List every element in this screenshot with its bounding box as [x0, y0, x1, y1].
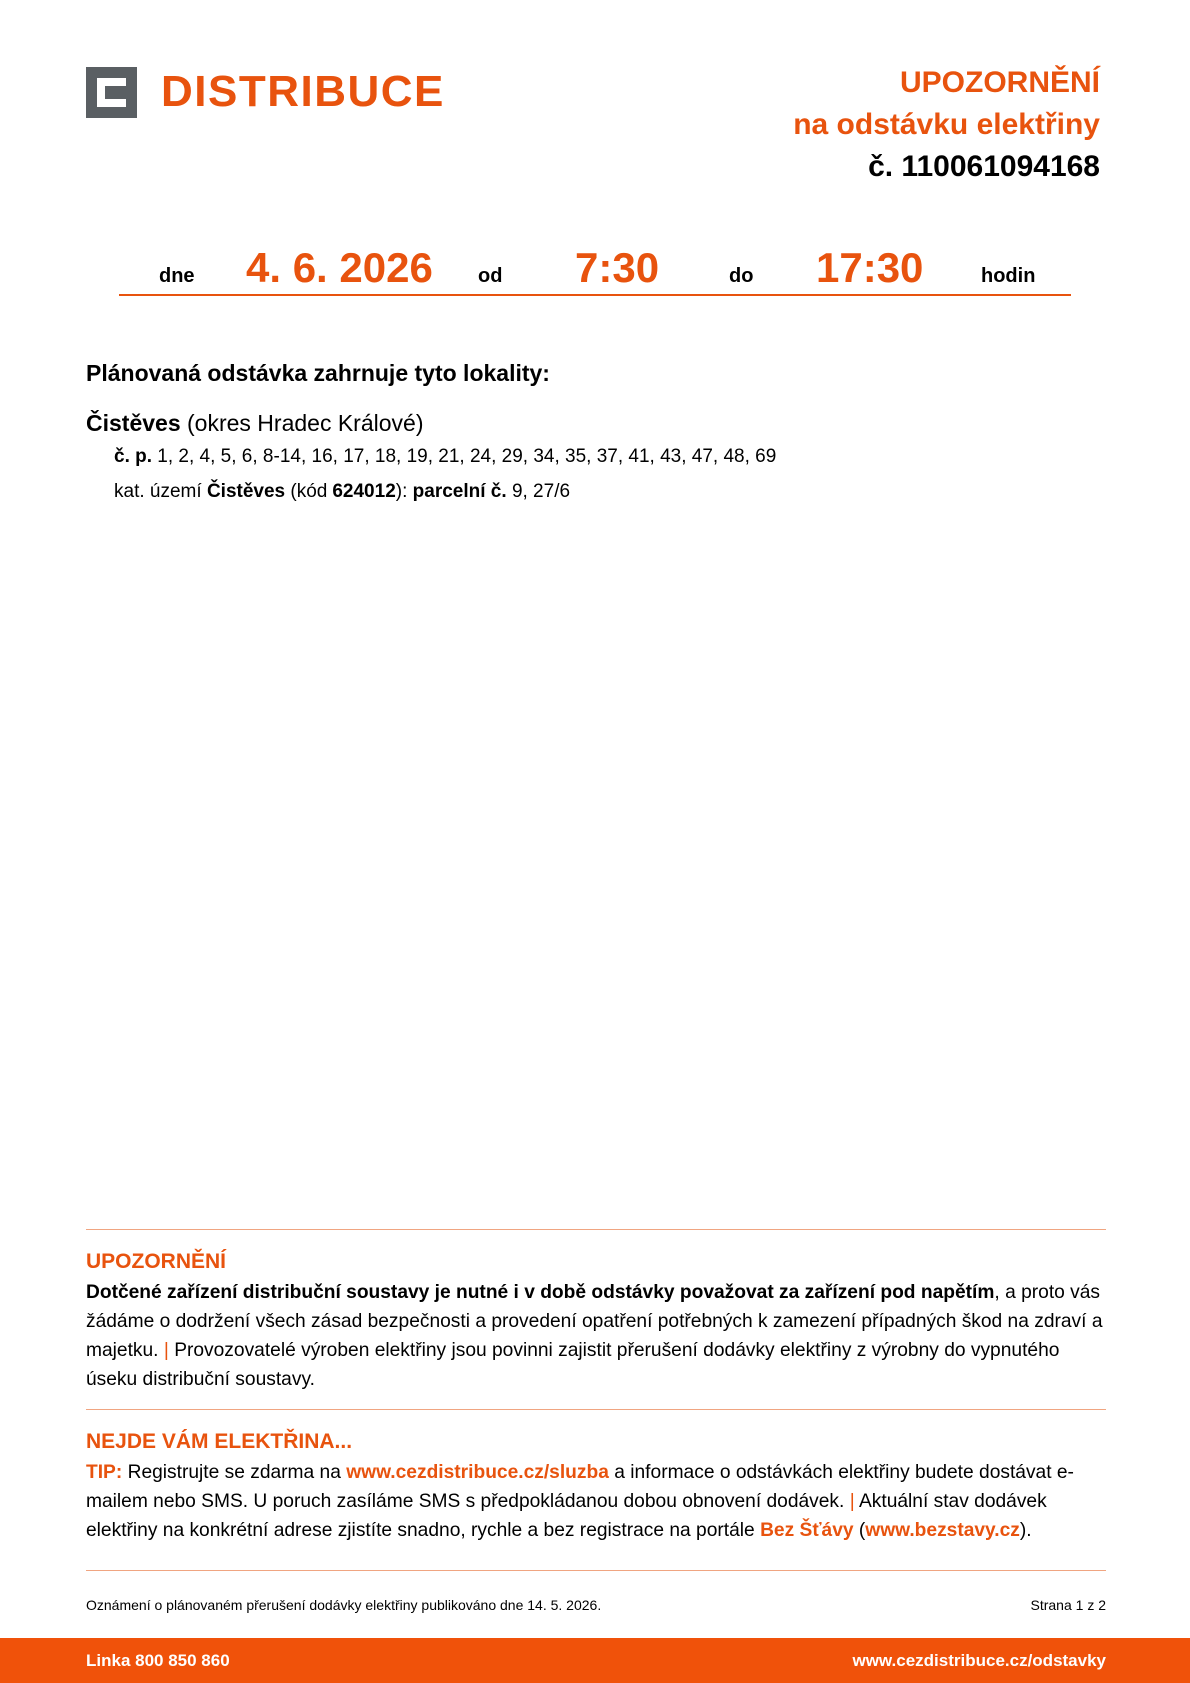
logo-text: DISTRIBUCE [161, 67, 445, 116]
paren-open: ( [858, 1520, 866, 1541]
code-suffix: ): [395, 481, 408, 502]
house-numbers [114, 446, 776, 468]
label-to: do [729, 265, 754, 287]
outage-time-from: 7:30 [575, 244, 660, 291]
notice-title: UPOZORNĚNÍ [899, 66, 1100, 99]
tip-label: TIP: [86, 1462, 123, 1483]
town-district: (okres Hradec Králové) [187, 410, 424, 436]
label-from: od [478, 265, 503, 287]
page-number: Strana 1 z 2 [1030, 1597, 1106, 1613]
parcel-numbers: 9, 27/6 [511, 481, 571, 502]
tip-text-3: Aktuální stav dodávek elektřiny na konkrétní adrese zjistíte snadno, rychle a bez registrace na portále [86, 1491, 1047, 1541]
tip-text-2: a informace o odstávkách elektřiny budete dostávat e-mailem nebo SMS. U poruch zasíláme SMS s předpokládanou dobou obnovení dodávek. [86, 1462, 1074, 1512]
warning-text-2: Provozovatelé výroben elektřiny jsou povinni zajistit přerušení dodávky elektřiny z výrobny do vypnutého úseku distribuční soustavy. [86, 1340, 1060, 1390]
house-numbers-list: 1, 2, 4, 5, 6, 8-14, 16, 17, 18, 19, 21, 24, 29, 34, 35, 37, 41, 43, 47, 48, 69 [157, 446, 777, 467]
company-logo [86, 66, 445, 118]
outage-date: 4. 6. 2026 [246, 244, 433, 291]
divider [86, 1229, 1106, 1230]
tip-text-1: Registrujte se zdarma na [127, 1462, 341, 1483]
bezstavy-brand: Bez Šťávy [760, 1520, 854, 1541]
tip-title: NEJDE VÁM ELEKTŘINA... [86, 1430, 353, 1453]
house-numbers-label: č. p. [114, 446, 153, 467]
cadastre-line [114, 481, 570, 503]
code-prefix: (kód [290, 481, 328, 502]
label-hours: hodin [981, 265, 1036, 287]
warning-bold-text: Dotčené zařízení distribuční soustavy je nutné i v době odstávky považovat za zařízení pod napětím [86, 1282, 995, 1303]
warning-title: UPOZORNĚNÍ [86, 1250, 227, 1273]
notice-subtitle: na odstávku elektřiny [793, 108, 1100, 141]
footer-bar [0, 1638, 1190, 1683]
notice-heading [793, 62, 1100, 188]
divider [86, 1570, 1106, 1571]
tip-separator: | [849, 1491, 855, 1512]
outage-time-to: 17:30 [816, 244, 924, 291]
hotline[interactable]: Linka 800 850 860 [86, 1651, 230, 1670]
notice-number: č. 110061094168 [868, 150, 1100, 183]
divider [86, 1409, 1106, 1410]
locality-heading: Plánovaná odstávka zahrnuje tyto lokality: [86, 360, 550, 386]
paren-close: ). [1019, 1520, 1032, 1541]
warning-text-1: , a proto vás žádáme o dodržení všech zásad bezpečnosti a provedení opatření potřebných k zamezení případných škod na zdraví a majetku. [86, 1282, 1103, 1361]
published-note: Oznámení o plánovaném přerušení dodávky elektřiny publikováno dne 14. 5. 2026. [86, 1597, 602, 1613]
outage-date-row [119, 240, 1071, 296]
website-link[interactable]: www.cezdistribuce.cz/odstavky [852, 1651, 1106, 1670]
tip-text [86, 1458, 1108, 1545]
service-link[interactable]: www.cezdistribuce.cz/sluzba [346, 1462, 609, 1483]
warning-text [86, 1278, 1108, 1394]
cadastre-code: 624012 [332, 481, 396, 502]
cadastre-prefix: kat. území [114, 481, 202, 502]
locality-town [86, 410, 423, 437]
town-name: Čistěves [86, 410, 181, 436]
bezstavy-link[interactable]: www.bezstavy.cz [865, 1520, 1020, 1541]
label-day: dne [159, 265, 195, 287]
parcel-label: parcelní č. [412, 481, 507, 502]
cadastre-name: Čistěves [206, 481, 286, 502]
warning-separator: | [163, 1340, 169, 1361]
cez-logo-icon [86, 67, 137, 118]
